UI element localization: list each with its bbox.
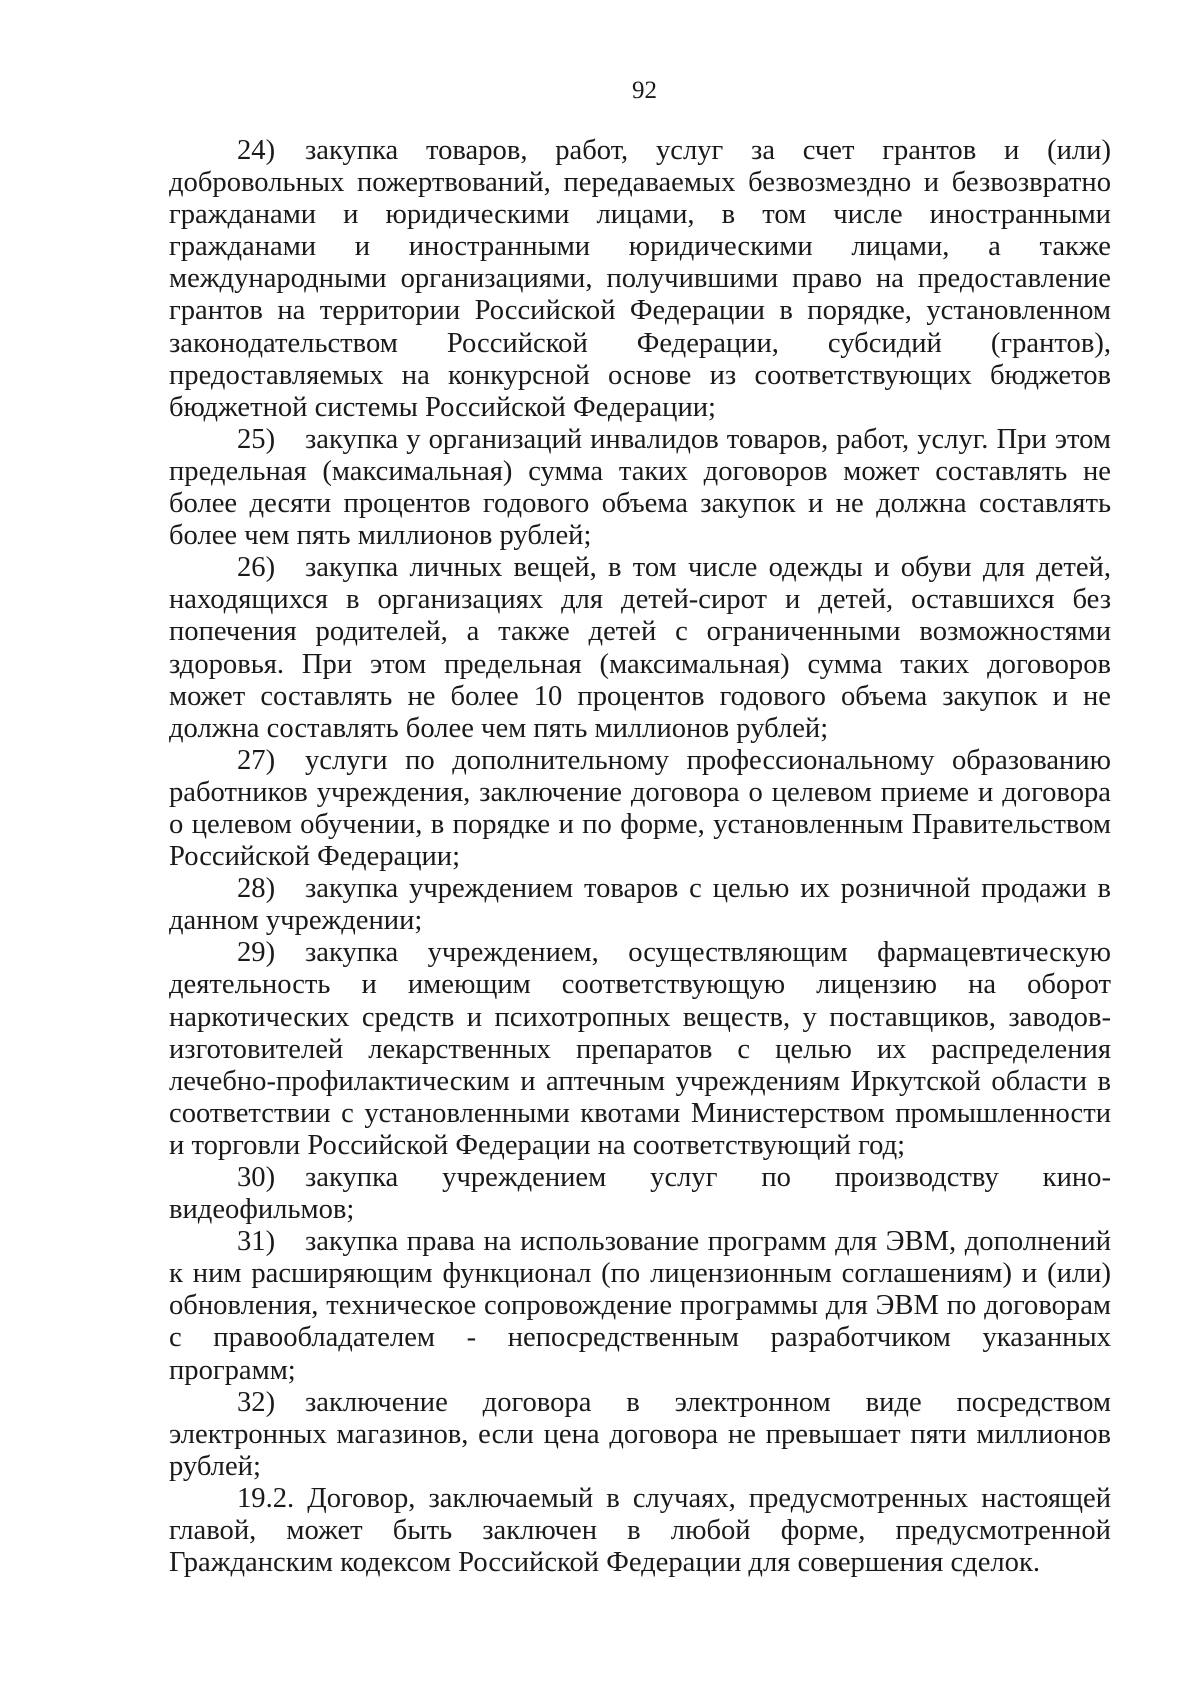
item-text: закупка учреждением услуг по производству кино-видеофильмов; (169, 1162, 1111, 1226)
list-item-27 (169, 745, 1111, 873)
list-item-24 (169, 135, 1111, 424)
item-number: 31) (237, 1226, 276, 1258)
item-number: 32) (237, 1386, 276, 1418)
item-text: закупка права на использование программ для ЭВМ, дополнений к ним расширяющим функционал (по лицензионным соглашениям) и (или) обновления, техническое сопровождение программы для ЭВМ по договорам с правообладателем - непосредственным разработчиком указанных программ; (169, 1226, 1111, 1386)
item-number: 24) (237, 135, 276, 166)
list-item-32 (169, 1387, 1111, 1483)
document-body (169, 135, 1111, 1579)
item-text: закупка учреждением товаров с целью их розничной продажи в данном учреждении; (169, 873, 1111, 937)
list-item-26 (169, 552, 1111, 745)
page-number: 92 (632, 77, 657, 104)
item-number: 27) (237, 744, 276, 776)
item-text: закупка товаров, работ, услуг за счет грантов и (или) добровольных пожертвований, передаваемых безвозмездно и безвозвратно гражданами и юридическими лицами, в том числе иностранными гражданами и иностранными юридическими лицами, а также международными организациями, получившими право на предоставление грантов на территории Российской Федерации в порядке, установленном законодательством Российской Федерации, субсидий (грантов), предоставляемых на конкурсной основе из соответствующих бюджетов бюджетной системы Российской Федерации; (169, 135, 1111, 423)
item-number: 29) (237, 937, 276, 969)
item-number: 25) (237, 423, 276, 455)
item-number: 26) (237, 552, 276, 584)
item-number: 28) (237, 873, 276, 905)
item-text: закупка у организаций инвалидов товаров, работ, услуг. При этом предельная (максимальная) сумма таких договоров может составлять не более десяти процентов годового объема закупок и не должна составлять более чем пять миллионов рублей; (169, 423, 1111, 552)
item-text: закупка личных вещей, в том числе одежды и обуви для детей, находящихся в организациях для детей-сирот и детей, оставшихся без попечения родителей, а также детей с ограниченными возможностями здоровья. При этом предельная (максимальная) сумма таких договоров может составлять не более 10 процентов годового объема закупок и не должна составлять более чем пять миллионов рублей; (169, 552, 1111, 744)
item-number: 30) (237, 1162, 276, 1193)
item-text: заключение договора в электронном виде посредством электронных магазинов, если цена договора не превышает пяти миллионов рублей; (169, 1386, 1111, 1482)
list-item-30 (169, 1162, 1111, 1226)
list-item-28 (169, 873, 1111, 937)
list-item-29 (169, 937, 1111, 1162)
item-text: закупка учреждением, осуществляющим фармацевтическую деятельность и имеющим соответствующую лицензию на оборот наркотических средств и психотропных веществ, у поставщиков, заводов-изготовителей лекарственных препаратов с целью их распределения лечебно-профилактическим и аптечным учреждениям Иркутской области в соответствии с установленными квотами Министерством промышленности и торговли Российской Федерации на соответствующий год; (169, 937, 1111, 1161)
item-text: услуги по дополнительному профессиональному образованию работников учреждения, заключение договора о целевом приеме и договора о целевом обучении, в порядке и по форме, установленным Правительством Российской Федерации; (169, 744, 1111, 873)
section-19-2 (169, 1483, 1111, 1579)
list-item-25 (169, 424, 1111, 552)
list-item-31 (169, 1226, 1111, 1386)
section-text: 19.2. Договор, заключаемый в случаях, предусмотренных настоящей главой, может быть заключен в любой форме, предусмотренной Гражданским кодексом Российской Федерации для совершения сделок. (169, 1482, 1111, 1579)
